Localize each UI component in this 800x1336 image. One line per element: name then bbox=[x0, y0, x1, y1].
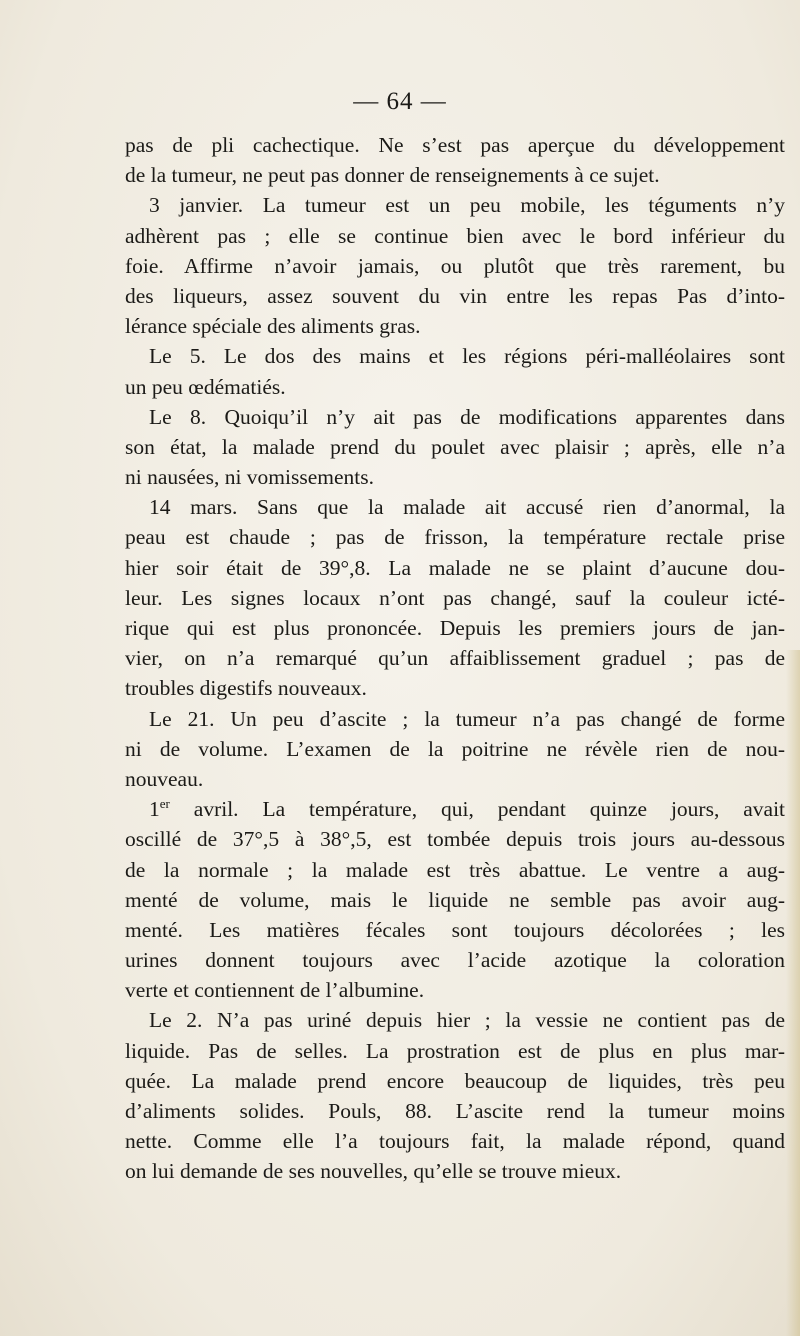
text-line: un peu œdématiés. bbox=[125, 374, 286, 399]
text-line bbox=[125, 794, 785, 824]
text-line: menté de volume, mais le liquide ne semble pas avoir aug- bbox=[125, 887, 785, 912]
text-line: urines donnent toujours avec l’acide azotique la coloration bbox=[125, 948, 785, 973]
text-line: rique qui est plus prononcée. Depuis les premiers jours de jan- bbox=[125, 616, 785, 640]
text-line: troubles digestifs nouveaux. bbox=[125, 676, 367, 701]
text-line: verte et contiennent de l’albumine. bbox=[125, 978, 425, 1003]
text-line: adhèrent pas ; elle se continue bien avec le bord inférieur du bbox=[125, 223, 785, 248]
text-line: Le 2. N’a pas uriné depuis hier ; la vessie ne contient pas de bbox=[149, 1008, 785, 1033]
avril-text: avril. La température, qui, pendant quinze jours, avait bbox=[193, 797, 786, 822]
page-number: — 64 — bbox=[353, 88, 447, 115]
text-line: vier, on n’a remarqué qu’un affaiblissement graduel ; pas de bbox=[125, 646, 785, 671]
text-line: liquide. Pas de selles. La prostration est de plus en plus mar- bbox=[125, 1038, 785, 1063]
text-line: hier soir était de 39°,8. La malade ne se plaint d’aucune dou- bbox=[125, 555, 785, 580]
text-line: Le 21. Un peu d’ascite ; la tumeur n’a pas changé de forme bbox=[149, 706, 785, 731]
text-line: ni nausées, ni vomissements. bbox=[125, 465, 375, 490]
text-line: 3 janvier. La tumeur est un peu mobile, les téguments n’y bbox=[149, 193, 785, 218]
text-line: leur. Les signes locaux n’ont pas changé, sauf la couleur icté- bbox=[125, 585, 785, 610]
text-line: lérance spéciale des aliments gras. bbox=[125, 314, 421, 339]
text-line: foie. Affirme n’avoir jamais, ou plutôt que très rarement, bu bbox=[125, 253, 785, 278]
avril-ordinal: er bbox=[159, 796, 170, 812]
avril-day: 1 bbox=[149, 797, 160, 822]
text-line: menté. Les matières fécales sont toujours décolorées ; les bbox=[125, 917, 785, 942]
text-line: nette. Comme elle l’a toujours fait, la malade répond, quand bbox=[125, 1129, 785, 1154]
text-line: son état, la malade prend du poulet avec plaisir ; après, elle n’a bbox=[125, 434, 785, 459]
body-text bbox=[125, 130, 785, 1187]
text-line: ni de volume. L’examen de la poitrine ne révèle rien de nou- bbox=[125, 736, 785, 761]
text-line: Le 5. Le dos des mains et les régions péri-malléolaires sont bbox=[149, 344, 785, 369]
text-line: peau est chaude ; pas de frisson, la température rectale prise bbox=[125, 525, 785, 550]
text-line: Le 8. Quoiqu’il n’y ait pas de modifications apparentes dans bbox=[149, 404, 785, 429]
text-line: quée. La malade prend encore beaucoup de liquides, très peu bbox=[125, 1068, 785, 1093]
text-line: 14 mars. Sans que la malade ait accusé rien d’anormal, la bbox=[149, 495, 785, 520]
text-line: des liqueurs, assez souvent du vin entre les repas Pas d’into- bbox=[125, 283, 785, 308]
text-line: oscillé de 37°,5 à 38°,5, est tombée depuis trois jours au-dessous bbox=[125, 827, 785, 852]
text-line: on lui demande de ses nouvelles, qu’elle se trouve mieux. bbox=[125, 1159, 622, 1184]
text-line: d’aliments solides. Pouls, 88. L’ascite rend la tumeur moins bbox=[125, 1099, 785, 1123]
text-line: de la normale ; la malade est très abattue. Le ventre a aug- bbox=[125, 857, 785, 882]
text-line: de la tumeur, ne peut pas donner de renseignements à ce sujet. bbox=[125, 163, 660, 188]
text-line: nouveau. bbox=[125, 766, 204, 791]
page-edge-stain bbox=[786, 650, 800, 1336]
text-line: pas de pli cachectique. Ne s’est pas aperçue du développement bbox=[125, 133, 785, 157]
